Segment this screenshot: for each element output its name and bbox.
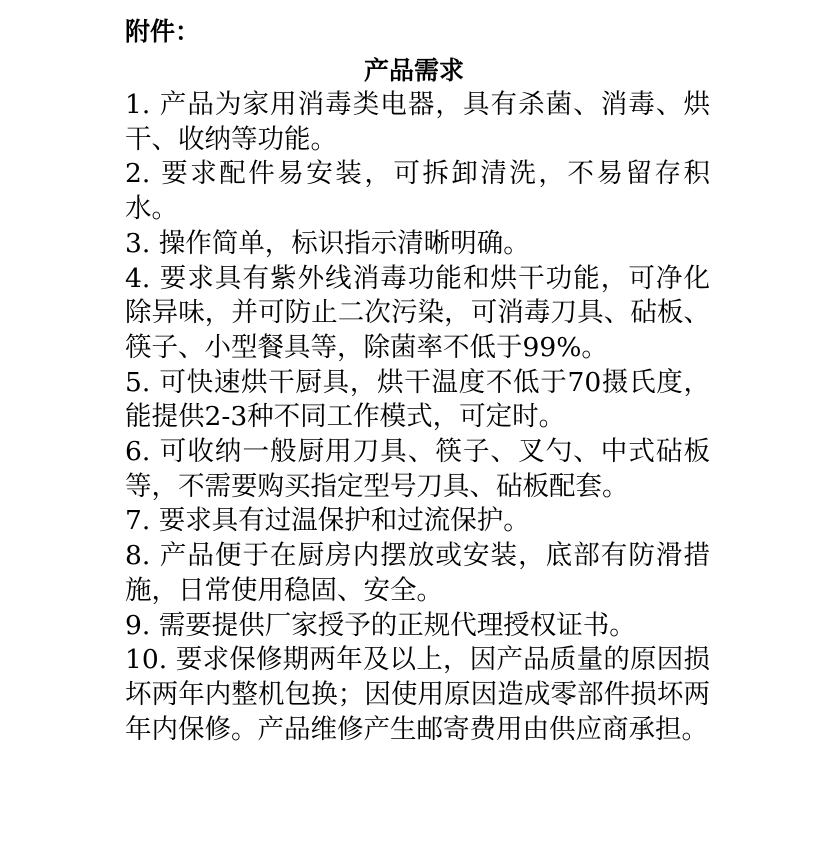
requirement-item-8: 8. 产品便于在厨房内摆放或安装，底部有防滑措施，日常使用稳固、安全。 [125,540,710,606]
requirement-item-9: 9. 需要提供厂家授予的正规代理授权证书。 [125,609,636,641]
document-page [125,10,710,747]
document-title: 产品需求 [363,56,464,85]
requirements-list [125,88,710,747]
requirement-item-10: 10. 要求保修期两年及以上，因产品质量的原因损坏两年内整机包换；因使用原因造成零部件损坏两年内保修。产品维修产生邮寄费用由供应商承担。 [125,644,710,745]
requirement-item-5: 5. 可快速烘干厨具，烘干温度不低于70摄氏度，能提供2-3种不同工作模式，可定时。 [125,366,710,433]
requirement-item-3: 3. 操作简单，标识指示清晰明确。 [125,227,530,259]
requirement-item-4: 4. 要求具有紫外线消毒功能和烘干功能，可净化除异味，并可防止二次污染，可消毒刀具、砧板、筷子、小型餐具等，除菌率不低于99%。 [125,262,710,363]
requirement-item-7: 7. 要求具有过温保护和过流保护。 [125,505,530,537]
requirement-item-2: 2. 要求配件易安装，可拆卸清洗，不易留存积水。 [125,158,710,225]
requirement-item-6: 6. 可收纳一般厨用刀具、筷子、叉勺、中式砧板等，不需要购买指定型号刀具、砧板配套。 [125,436,710,502]
attachment-label: 附件： [125,17,201,46]
requirement-item-1: 1. 产品为家用消毒类电器，具有杀菌、消毒、烘干、收纳等功能。 [125,89,710,155]
